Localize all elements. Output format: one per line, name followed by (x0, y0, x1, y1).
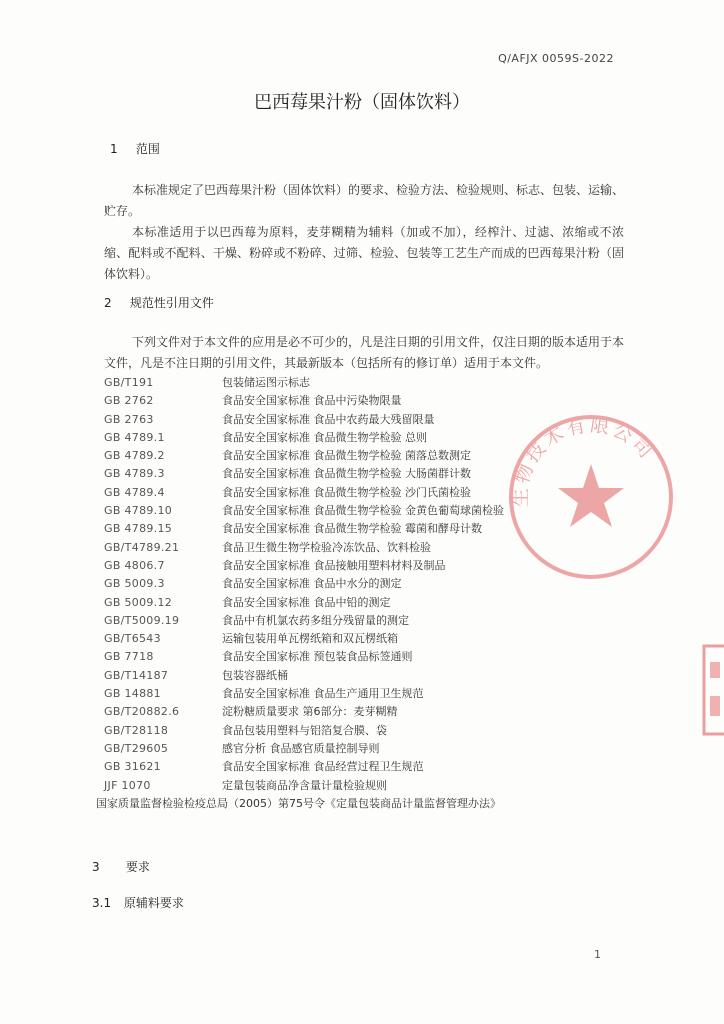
reference-code: GB/T28118 (104, 723, 169, 737)
section-3-heading (92, 858, 150, 875)
reference-title: 食品安全国家标准 食品生产通用卫生规范 (222, 687, 424, 701)
reference-title: 食品安全国家标准 食品接触用塑料材料及制品 (222, 558, 446, 572)
reference-code: GB 7718 (104, 650, 154, 664)
seal-text: 生物技术有限公司 (509, 413, 659, 508)
reference-code: GB/T29605 (104, 741, 169, 755)
reference-code: GB/T14187 (104, 668, 169, 682)
reference-code: GB/T6543 (104, 632, 161, 646)
reference-code: GB 5009.3 (104, 577, 165, 591)
reference-title: 食品安全国家标准 食品微生物学检验 菌落总数测定 (222, 449, 471, 463)
reference-title: 食品安全国家标准 食品中水分的测定 (222, 577, 402, 591)
reference-code: GB/T20882.6 (104, 705, 180, 719)
scope-paragraph-1: 本标准规定了巴西莓果汁粉（固体饮料）的要求、检验方法、检验规则、标志、包装、运输、贮存。 (104, 183, 625, 218)
reference-title: 定量包装商品净含量计量检验规则 (222, 778, 387, 792)
section-2-number: 2 (104, 296, 112, 310)
reference-title: 食品中有机氯农药多组分残留量的测定 (222, 613, 409, 627)
partial-edge-stamp (700, 640, 724, 740)
reference-row (104, 740, 644, 758)
reference-title: 包装容器纸桶 (222, 668, 288, 682)
reference-code: GB 4789.10 (104, 504, 173, 518)
reference-code: GB 14881 (104, 687, 161, 701)
reference-row (104, 703, 644, 721)
reference-row (104, 758, 644, 776)
reference-row (104, 685, 644, 703)
reference-title: 运输包装用单瓦楞纸箱和双瓦楞纸箱 (222, 632, 398, 646)
reference-title: 食品安全国家标准 食品微生物学检验 金黄色葡萄球菌检验 (222, 504, 504, 518)
document-title: 巴西莓果汁粉（固体饮料） (254, 92, 470, 113)
section-1-title: 范围 (135, 142, 160, 156)
section-3-1-number: 3.1 (92, 896, 112, 910)
reference-code: GB 4789.1 (104, 430, 165, 444)
reference-row-full (96, 795, 644, 813)
reference-code: GB 4789.4 (104, 485, 165, 499)
reference-full-text: 国家质量监督检验检疫总局（2005）第75号令《定量包装商品计量监督管理办法》 (96, 796, 501, 810)
star-icon (558, 464, 624, 527)
reference-code: GB/T191 (104, 376, 154, 389)
reference-row (104, 594, 644, 612)
reference-row (104, 374, 644, 392)
section-2-title: 规范性引用文件 (129, 296, 214, 310)
reference-title: 食品安全国家标准 食品微生物学检验 霉菌和酵母计数 (222, 522, 482, 536)
reference-title: 食品安全国家标准 食品微生物学检验 沙门氏菌检验 (222, 485, 471, 499)
standard-code: Q/AFJX 0059S-2022 (498, 52, 614, 65)
reference-code: GB 2762 (104, 394, 154, 408)
reference-title: 食品安全国家标准 预包装食品标签通则 (222, 650, 413, 664)
reference-code: GB 4789.2 (104, 449, 165, 463)
reference-code: GB 31621 (104, 760, 161, 774)
reference-title: 食品安全国家标准 食品中铅的测定 (222, 595, 391, 609)
section-3-title: 要求 (125, 860, 150, 874)
reference-row (104, 648, 644, 666)
reference-code: GB/T4789.21 (104, 540, 180, 554)
normative-intro: 下列文件对于本文件的应用是必不可少的，凡是注日期的引用文件，仅注日期的版本适用于本文件，凡是不注日期的引用文件，其最新版本（包括所有的修订单）适用于本文件。 (104, 335, 625, 370)
reference-title: 感官分析 食品感官质量控制导则 (222, 741, 380, 755)
reference-title: 食品安全国家标准 食品中污染物限量 (222, 394, 402, 408)
reference-title: 包装储运图示标志 (222, 376, 310, 389)
reference-row (104, 667, 644, 685)
page-number: 1 (594, 948, 601, 961)
reference-row (104, 392, 644, 410)
reference-title: 食品安全国家标准 食品微生物学检验 大肠菌群计数 (222, 467, 471, 481)
reference-row (104, 777, 644, 795)
reference-code: GB 4789.15 (104, 522, 173, 536)
reference-code: GB 4789.3 (104, 467, 165, 481)
reference-code: GB 4806.7 (104, 558, 165, 572)
reference-code: GB/T5009.19 (104, 613, 180, 627)
section-2-heading (104, 294, 214, 311)
reference-title: 食品安全国家标准 食品微生物学检验 总则 (222, 430, 427, 444)
section-1-heading (110, 140, 160, 157)
reference-title: 食品包装用塑料与铝箔复合膜、袋 (222, 723, 387, 737)
reference-title: 淀粉糖质量要求 第6部分：麦芽糊精 (222, 705, 398, 719)
section-3-1-title: 原辅料要求 (123, 896, 184, 910)
reference-title: 食品卫生微生物学检验冷冻饮品、饮料检验 (222, 540, 431, 554)
reference-code: GB 5009.12 (104, 595, 173, 609)
company-seal-stamp (506, 412, 676, 582)
reference-code: JJF 1070 (104, 778, 151, 792)
reference-code: GB 2763 (104, 412, 154, 426)
section-3-number: 3 (92, 860, 100, 874)
reference-row (104, 722, 644, 740)
reference-title: 食品安全国家标准 食品经营过程卫生规范 (222, 760, 424, 774)
reference-row (104, 612, 644, 630)
scope-paragraph-2: 本标准适用于以巴西莓为原料，麦芽糊精为辅料（加或不加），经榨汁、过滤、浓缩或不浓缩、配料或不配料、干燥、粉碎或不粉碎、过筛、检验、包装等工艺生产而成的巴西莓果汁粉（固体饮料）。 (104, 225, 624, 281)
reference-row (104, 630, 644, 648)
section-3-1-heading (92, 894, 184, 911)
reference-title: 食品安全国家标准 食品中农药最大残留限量 (222, 412, 435, 426)
section-1-number: 1 (110, 142, 118, 156)
